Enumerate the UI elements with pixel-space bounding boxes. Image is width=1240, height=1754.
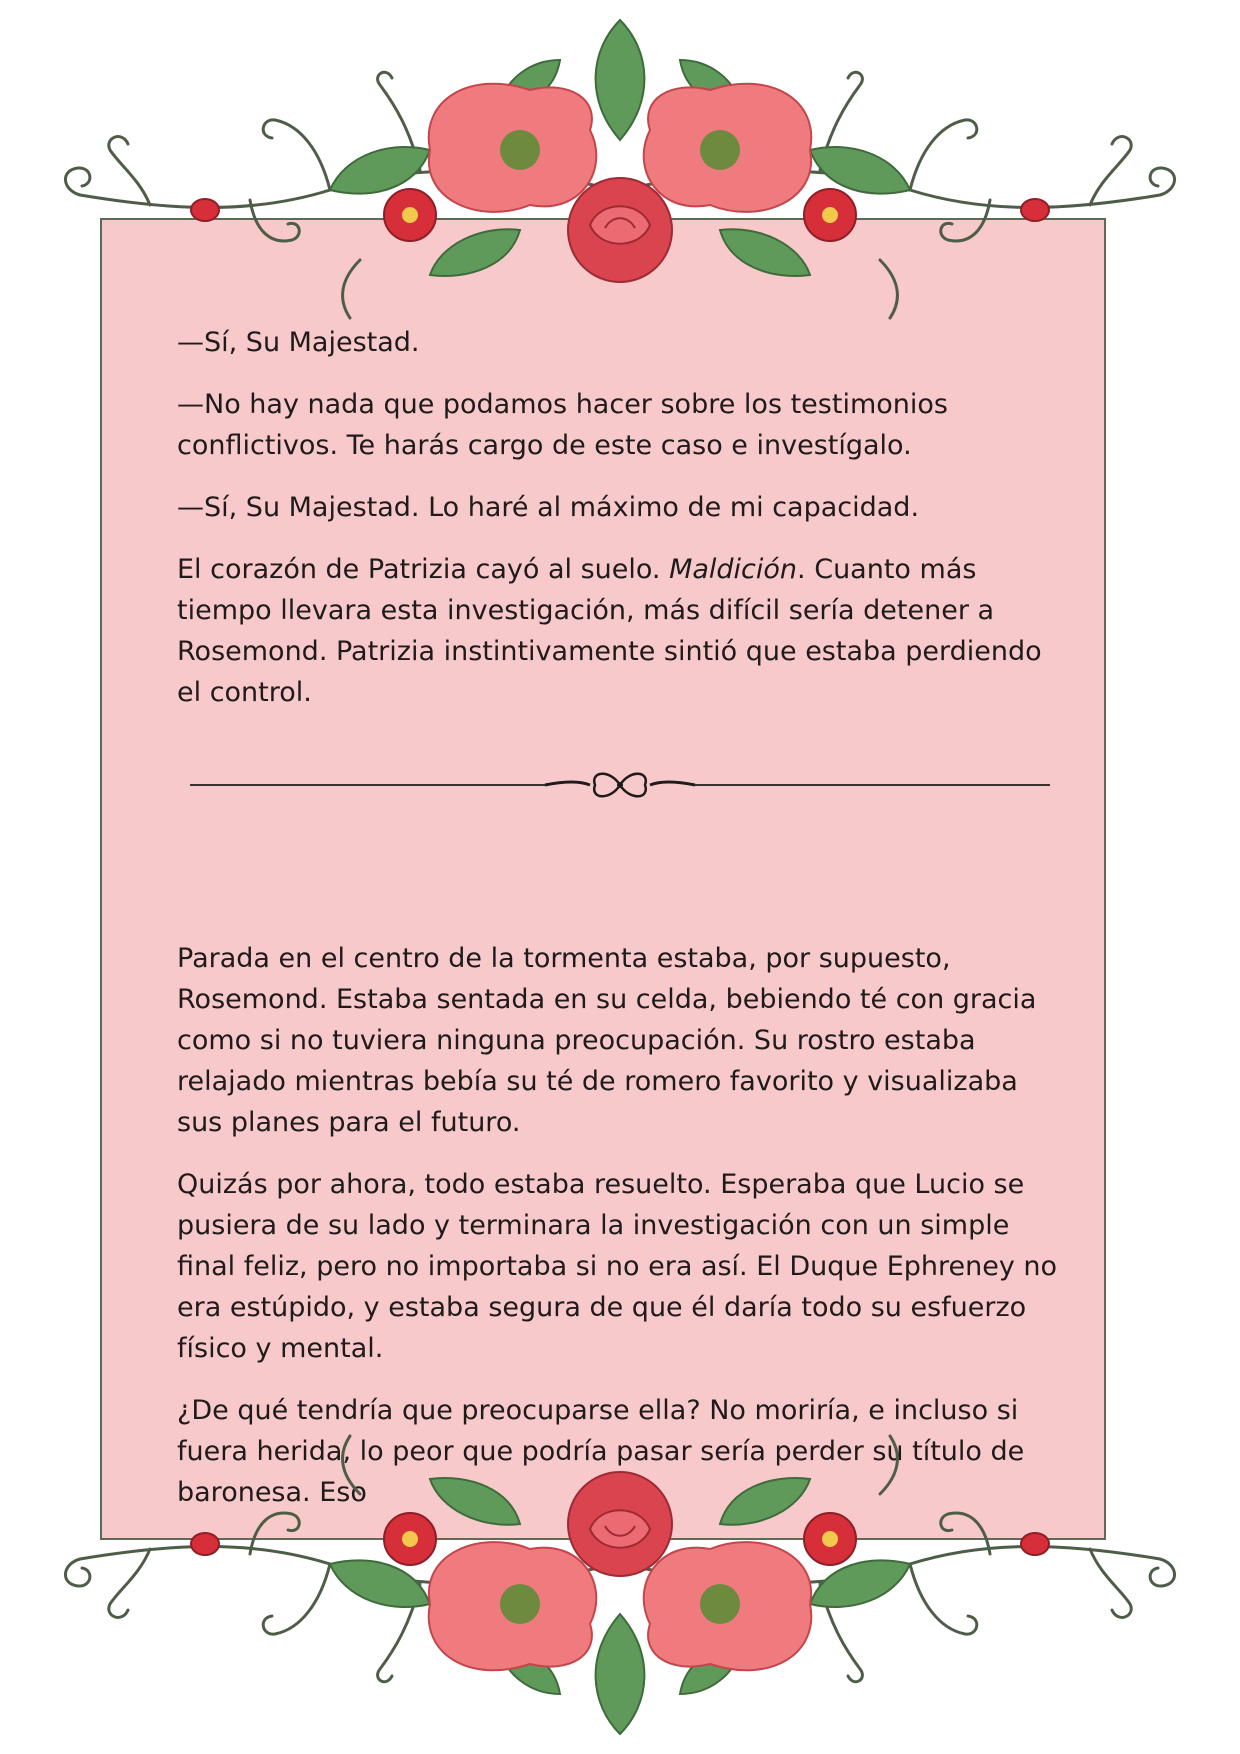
paragraph: Quizás por ahora, todo estaba resuelto. Esperaba que Lucio se pusiera de su lado y terminara la investigación con un simple final feliz, pero no importaba si no era así. El Duque Ephreney no era estúpido, y estaba segura de que él daría todo su esfuerzo físico y mental. — [177, 1169, 1058, 1364]
top-floral-ornament-icon — [0, 0, 1240, 330]
paragraph: —Sí, Su Majestad. Lo haré al máximo de mi capacidad. — [177, 492, 920, 523]
paragraph-text: . Cuanto más tiempo llevara esta investigación, más difícil sería detener a Rosemond. Patrizia instintivamente sintió que estaba perdiendo el control. — [177, 554, 1042, 708]
bottom-floral-ornament-icon — [0, 1424, 1240, 1754]
paragraph: Parada en el centro de la tormenta estaba, por supuesto, Rosemond. Estaba sentada en su celda, bebiendo té con gracia como si no tuviera ninguna preocupación. Su rostro estaba relajado mientras bebía su té de romero favorito y visualizaba sus planes para el futuro. — [177, 943, 1037, 1138]
paragraph: —No hay nada que podamos hacer sobre los testimonios conflictivos. Te harás cargo de este caso e investígalo. — [177, 389, 948, 461]
flourish-divider-icon — [190, 765, 1050, 805]
paragraph — [177, 549, 1067, 713]
section-1-text — [177, 322, 1067, 734]
paragraph-text: El corazón de Patrizia cayó al suelo. — [177, 554, 670, 585]
paragraph: —Sí, Su Majestad. — [177, 327, 420, 358]
emphasis-text: Maldición — [669, 554, 798, 585]
paragraph: ¿De qué tendría que preocuparse ella? No moriría, e incluso si fuera herida, lo peor que podría pasar sería perder su título de baronesa. Eso — [177, 1395, 1025, 1508]
